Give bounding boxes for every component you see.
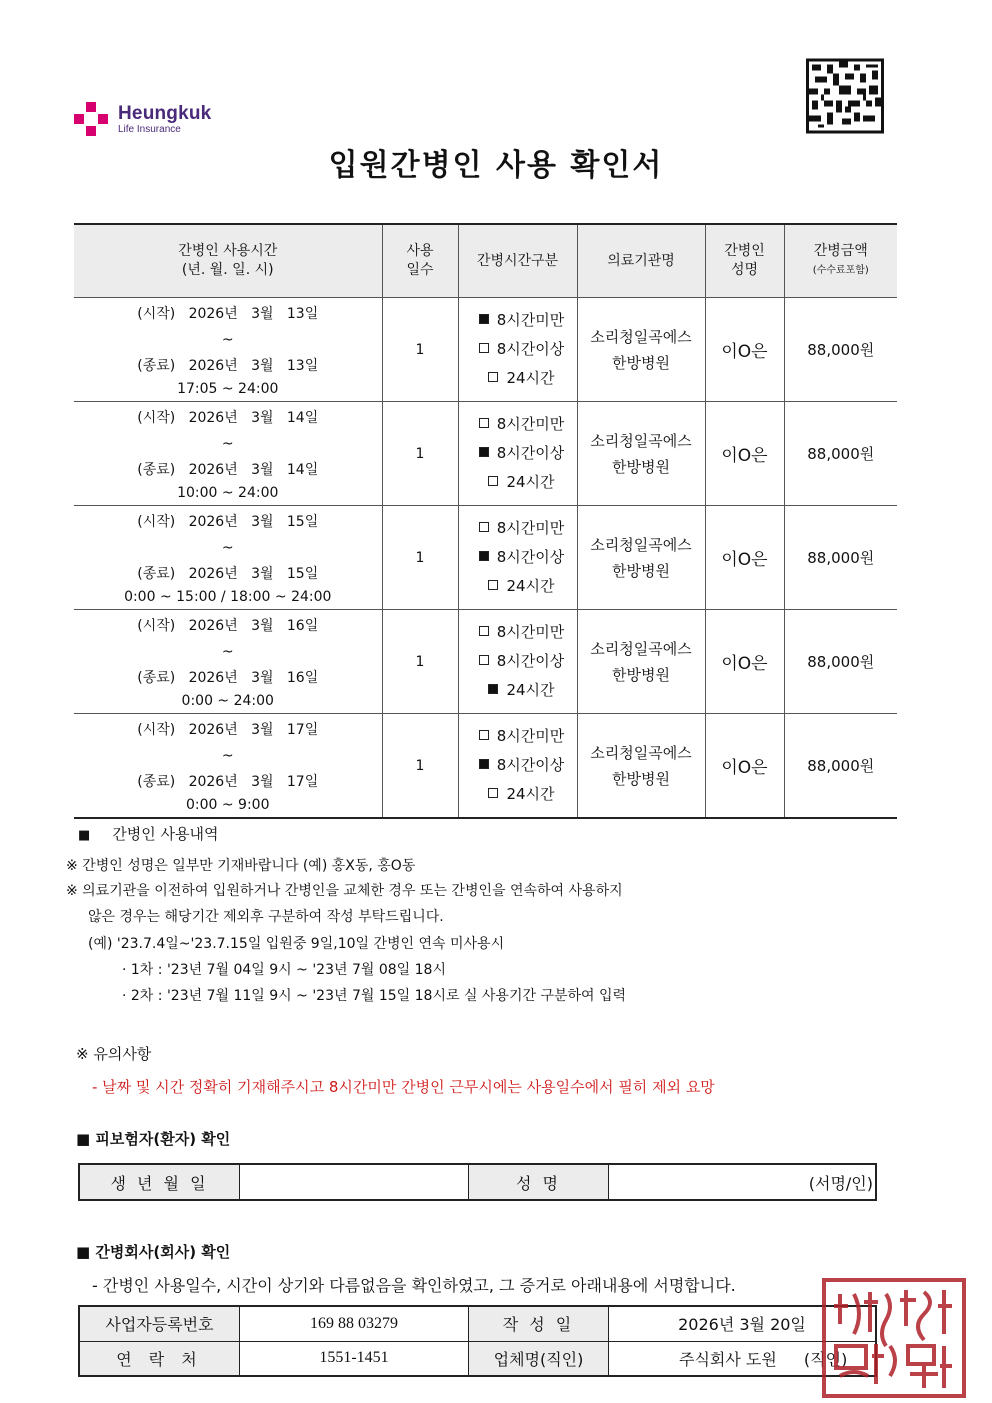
end-date: (종료) 2026년 3월 16일 — [137, 669, 319, 686]
checkbox-icon[interactable] — [479, 418, 489, 428]
tilde: ~ — [221, 747, 234, 764]
company-statement: - 간병인 사용일수, 시간이 상기와 다름없음을 확인하였고, 그 증거로 아래내용에 서명합니다. — [92, 1276, 736, 1295]
usage-example: (예) '23.7.4일~'23.7.15일 입원중 9일,10일 간병인 연속 미사용시 — [88, 936, 505, 952]
care-type-option[interactable]: 24시간 — [467, 780, 577, 809]
time-range: 0:00 ~ 9:00 — [185, 796, 270, 813]
header-hospital: 의료기관명 — [577, 224, 705, 298]
caregiver-name-cell: 이O은 — [705, 298, 784, 402]
company-name-label: 업체명(직인) — [469, 1341, 609, 1376]
amount-cell: 88,000원 — [784, 610, 897, 714]
checkbox-icon[interactable] — [479, 759, 489, 769]
birth-label: 생 년 월 일 — [79, 1164, 240, 1200]
company-name-value: 주식회사 도원 (직인) — [609, 1341, 877, 1376]
care-type-option[interactable]: 24시간 — [467, 364, 577, 393]
usage-example-1: · 1차 : '23년 7월 04일 9시 ~ '23년 7월 08일 18시 — [122, 962, 446, 978]
period-cell — [74, 714, 382, 819]
caregiver-name-cell: 이O은 — [705, 714, 784, 819]
sign-placeholder: (서명/인) — [808, 1173, 873, 1193]
care-type-option[interactable]: 8시간미만 — [467, 306, 577, 335]
days-cell: 1 — [382, 714, 458, 819]
caregiver-name-cell: 이O은 — [705, 506, 784, 610]
care-type-option[interactable]: 24시간 — [467, 572, 577, 601]
checkbox-icon[interactable] — [479, 343, 489, 353]
days-cell: 1 — [382, 298, 458, 402]
checkbox-icon[interactable] — [479, 447, 489, 457]
days-cell: 1 — [382, 610, 458, 714]
tilde: ~ — [221, 539, 234, 556]
reg-label: 사업자등록번호 — [79, 1306, 240, 1341]
days-cell: 1 — [382, 506, 458, 610]
date-label: 작 성 일 — [469, 1306, 609, 1341]
period-cell — [74, 298, 382, 402]
logo-mark-icon — [74, 102, 110, 136]
table-row — [74, 714, 897, 819]
table-row — [74, 610, 897, 714]
page-title: 입원간병인 사용 확인서 — [328, 148, 664, 183]
header-caregiver-name: 간병인 성명 — [705, 224, 784, 298]
contact-value: 1551-1451 — [240, 1341, 469, 1376]
care-type-option[interactable]: 8시간이상 — [467, 751, 577, 780]
hospital-cell: 소리청일곡에스 한방병원 — [577, 402, 705, 506]
birth-field[interactable] — [240, 1164, 469, 1200]
tilde: ~ — [221, 331, 234, 348]
name-field[interactable] — [609, 1164, 877, 1200]
checkbox-icon[interactable] — [479, 655, 489, 665]
care-type-cell — [458, 714, 577, 819]
end-date: (종료) 2026년 3월 15일 — [137, 565, 319, 582]
care-type-option[interactable]: 8시간미만 — [467, 618, 577, 647]
hospital-cell: 소리청일곡에스 한방병원 — [577, 610, 705, 714]
time-range: 0:00 ~ 15:00 / 18:00 ~ 24:00 — [124, 588, 332, 605]
hospital-cell: 소리청일곡에스 한방병원 — [577, 298, 705, 402]
checkbox-icon[interactable] — [488, 684, 498, 694]
table-row — [74, 402, 897, 506]
usage-example-2: · 2차 : '23년 7월 11일 9시 ~ '23년 7월 15일 18시로 실 사용기간 구분하여 입력 — [122, 988, 627, 1004]
care-type-option[interactable]: 24시간 — [467, 676, 577, 705]
period-cell — [74, 402, 382, 506]
tilde: ~ — [221, 435, 234, 452]
period-cell — [74, 610, 382, 714]
amount-cell: 88,000원 — [784, 402, 897, 506]
table-row — [74, 298, 897, 402]
amount-cell: 88,000원 — [784, 714, 897, 819]
time-range: 17:05 ~ 24:00 — [177, 380, 279, 397]
contact-label: 연 락 처 — [79, 1341, 240, 1376]
usage-note-1: ※ 간병인 성명은 일부만 기재바랍니다 (예) 홍X동, 홍O동 — [66, 858, 416, 874]
period-cell — [74, 506, 382, 610]
days-cell: 1 — [382, 402, 458, 506]
start-date: (시작) 2026년 3월 13일 — [137, 305, 319, 322]
caution-text: - 날짜 및 시간 정확히 기재해주시고 8시간미만 간병인 근무시에는 사용일수에서 필히 제외 요망 — [92, 1078, 715, 1096]
end-date: (종료) 2026년 3월 14일 — [137, 461, 319, 478]
hospital-cell: 소리청일곡에스 한방병원 — [577, 506, 705, 610]
header-days: 사용 일수 — [382, 224, 458, 298]
time-range: 0:00 ~ 24:00 — [181, 692, 274, 709]
insured-table — [78, 1163, 877, 1201]
care-type-option[interactable]: 24시간 — [467, 468, 577, 497]
header-period: 간병인 사용시간 (년. 월. 일. 시) — [74, 224, 382, 298]
care-type-option[interactable]: 8시간이상 — [467, 647, 577, 676]
caregiver-name-cell: 이O은 — [705, 402, 784, 506]
checkbox-icon[interactable] — [488, 788, 498, 798]
start-date: (시작) 2026년 3월 16일 — [137, 617, 319, 634]
caution-heading: ※ 유의사항 — [76, 1045, 152, 1063]
start-date: (시작) 2026년 3월 15일 — [137, 513, 319, 530]
tilde: ~ — [221, 643, 234, 660]
company-logo — [74, 102, 244, 138]
checkbox-icon[interactable] — [479, 730, 489, 740]
care-type-cell — [458, 506, 577, 610]
care-type-cell — [458, 298, 577, 402]
checkbox-icon[interactable] — [488, 580, 498, 590]
end-date: (종료) 2026년 3월 17일 — [137, 773, 319, 790]
company-seal-stamp — [820, 1276, 970, 1401]
care-type-cell — [458, 402, 577, 506]
qr-code-icon — [806, 58, 884, 134]
care-type-option[interactable]: 8시간이상 — [467, 543, 577, 572]
logo-name: Heungkuk — [118, 103, 212, 124]
start-date: (시작) 2026년 3월 17일 — [137, 721, 319, 738]
care-type-option[interactable]: 8시간미만 — [467, 514, 577, 543]
reg-value: 169 88 03279 — [240, 1306, 469, 1341]
company-table — [78, 1305, 877, 1377]
insured-heading: ■ 피보험자(환자) 확인 — [76, 1130, 231, 1148]
end-date: (종료) 2026년 3월 13일 — [137, 357, 319, 374]
care-type-option[interactable]: 8시간미만 — [467, 722, 577, 751]
company-heading: ■ 간병회사(회사) 확인 — [76, 1243, 231, 1261]
checkbox-icon[interactable] — [488, 372, 498, 382]
care-type-cell — [458, 610, 577, 714]
checkbox-icon[interactable] — [479, 314, 489, 324]
time-range: 10:00 ~ 24:00 — [177, 484, 279, 501]
care-type-option[interactable]: 8시간미만 — [467, 410, 577, 439]
header-amount: 간병금액 (수수료포함) — [784, 224, 897, 298]
checkbox-icon[interactable] — [479, 551, 489, 561]
usage-note-2b: 않은 경우는 해당기간 제외후 구분하여 작성 부탁드립니다. — [88, 909, 444, 925]
caregiver-name-cell: 이O은 — [705, 610, 784, 714]
care-type-option[interactable]: 8시간이상 — [467, 439, 577, 468]
care-type-option[interactable]: 8시간이상 — [467, 335, 577, 364]
amount-cell: 88,000원 — [784, 298, 897, 402]
checkbox-icon[interactable] — [479, 522, 489, 532]
table-row — [74, 506, 897, 610]
checkbox-icon[interactable] — [479, 626, 489, 636]
date-value: 2026년 3월 20일 — [609, 1306, 877, 1341]
usage-heading: ■ 간병인 사용내역 — [78, 825, 219, 843]
usage-note-2: ※ 의료기관을 이전하여 입원하거나 간병인을 교체한 경우 또는 간병인을 연속하여 사용하지 — [66, 883, 623, 899]
start-date: (시작) 2026년 3월 14일 — [137, 409, 319, 426]
checkbox-icon[interactable] — [488, 476, 498, 486]
header-type: 간병시간구분 — [458, 224, 577, 298]
name-label: 성 명 — [469, 1164, 609, 1200]
seal-placeholder: (직인) — [803, 1349, 848, 1369]
hospital-cell: 소리청일곡에스 한방병원 — [577, 714, 705, 819]
usage-table — [74, 223, 897, 819]
amount-cell: 88,000원 — [784, 506, 897, 610]
logo-subtitle: Life Insurance — [118, 124, 181, 135]
